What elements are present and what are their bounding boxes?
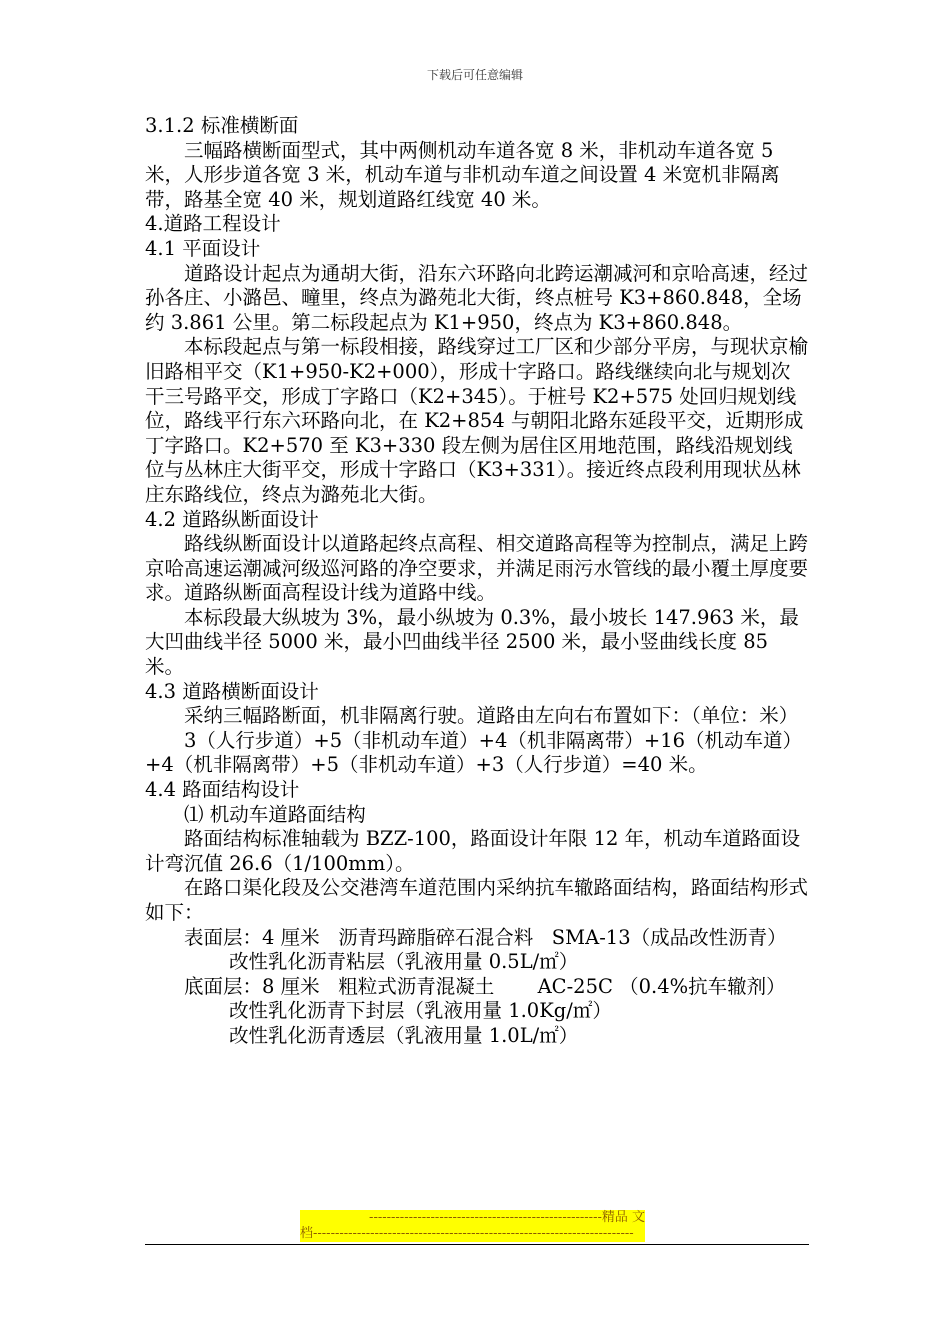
paragraph: 路面结构标准轴载为 BZZ-100，路面设计年限 12 年，机动车道路面设计弯沉值 26.6（1/100mm）。 (145, 827, 801, 875)
section-heading-4-4: 4.4 路面结构设计 (145, 778, 300, 802)
subheading: ⑴ 机动车道路面结构 (184, 802, 366, 826)
paragraph: 采纳三幅路断面，机非隔离行驶。道路由左向右布置如下：（单位：米） (184, 704, 799, 728)
footer-line-2: 档------------------------------------------------------------------------- (300, 1226, 634, 1241)
paragraph: 本标段起点与第一标段相接，路线穿过工厂区和少部分平房，与现状京榆旧路相平交（K1+950-K2+000），形成十字路口。路线继续向北与规划次干三号路平交，形成丁字路口（K2+345）。于桩号 K2+575 处回归规划线位，路线平行东六环路向北，在 K2+854 与朝阳北路东延段平交，近期形成丁字路口。K2+570 至 K3+330 段左侧为居住区用地范围，路线沿规划线位与丛林庄大街平交，形成十字路口（K3+331）。接近终点段利用现状丛林庄东路线位，终点为潞苑北大街。 (145, 335, 809, 506)
section-heading-4: 4.道路工程设计 (145, 212, 281, 236)
paragraph: 三幅路横断面型式，其中两侧机动车道各宽 8 米，非机动车道各宽 5 米，人形步道各宽 3 米，机动车道与非机动车道之间设置 4 米宽机非隔离带，路基全宽 40 米，规划道路红线宽 40 米。 (145, 138, 780, 211)
footer-divider (145, 1244, 809, 1245)
paragraph: 表面层：4 厘米 沥青玛蹄脂碎石混合料 SMA-13（成品改性沥青） (184, 925, 787, 949)
paragraph: 3（人行步道）+5（非机动车道）+4（机非隔离带）+16（机动车道）+4（机非隔离带）+5（非机动车道）+3（人行步道）=40 米。 (145, 728, 803, 777)
footer-line-1: -----------------------------------------------------精品 文 (369, 1210, 645, 1225)
footer-watermark (300, 1210, 645, 1242)
section-heading-3-1-2: 3.1.2 标准横断面 (145, 114, 299, 137)
section-heading-4-2: 4.2 道路纵断面设计 (145, 507, 319, 531)
layer-line: 改性乳化沥青粘层（乳液用量 0.5L/㎡） (229, 950, 579, 974)
paragraph: 在路口渠化段及公交港湾车道范围内采纳抗车辙路面结构，路面结构形式如下： (145, 876, 809, 924)
document-body (145, 114, 809, 1049)
paragraph: 路线纵断面设计以道路起终点高程、相交道路高程等为控制点，满足上跨京哈高速运潮减河级巡河路的净空要求，并满足雨污水管线的最小覆土厚度要求。道路纵断面高程设计线为道路中线。 (145, 532, 809, 605)
page-header: 下载后可任意编辑 (426, 68, 523, 82)
section-heading-4-3: 4.3 道路横断面设计 (145, 679, 319, 703)
layer-line: 改性乳化沥青透层（乳液用量 1.0L/㎡） (229, 1023, 579, 1047)
layer-line: 改性乳化沥青下封层（乳液用量 1.0Kg/㎡） (229, 999, 612, 1023)
paragraph: 本标段最大纵坡为 3%，最小纵坡为 0.3%，最小坡长 147.963 米，最大凹曲线半径 5000 米，最小凹曲线半径 2500 米，最小竖曲线长度 85 米。 (145, 605, 799, 679)
paragraph: 底面层：8 厘米 粗粒式沥青混凝土 AC-25C （0.4%抗车辙剂） (184, 974, 786, 998)
paragraph: 道路设计起点为通胡大街，沿东六环路向北跨运潮减河和京哈高速，经过孙各庄、小潞邑、疃里，终点为潞苑北大街，终点桩号 K3+860.848，全场约 3.861 公里。第二标段起点为 K1+950，终点为 K3+860.848。 (145, 261, 809, 334)
section-heading-4-1: 4.1 平面设计 (145, 236, 261, 260)
